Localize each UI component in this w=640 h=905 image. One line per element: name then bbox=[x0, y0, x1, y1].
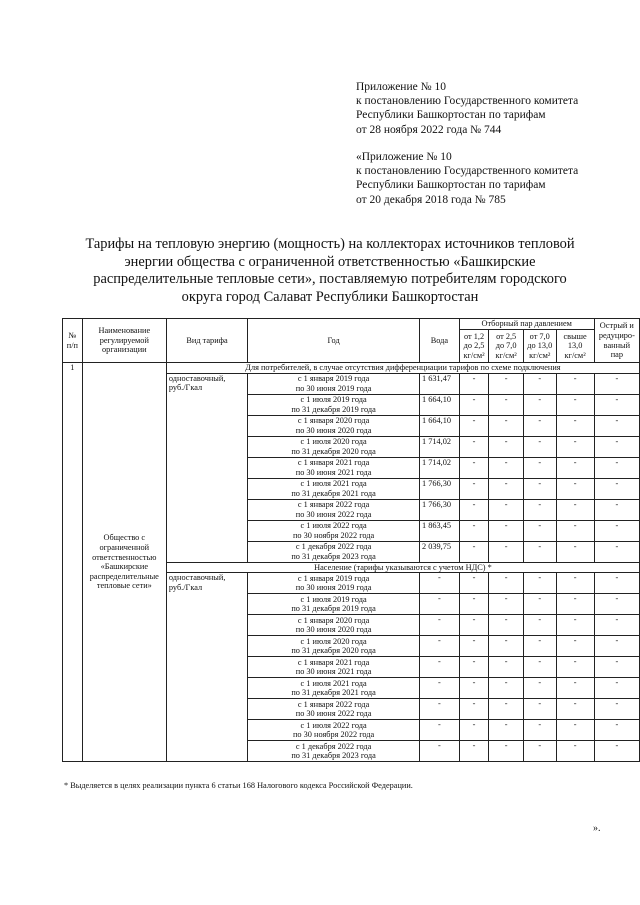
period-cell bbox=[248, 636, 420, 657]
dash-cell: - bbox=[523, 720, 556, 741]
period-from: с 1 декабря 2022 года bbox=[295, 741, 372, 751]
period-to: по 30 ноября 2022 года bbox=[292, 530, 375, 540]
dash-cell: - bbox=[523, 394, 556, 415]
dash-cell: - bbox=[523, 657, 556, 678]
water-value: 1 664,10 bbox=[419, 415, 459, 436]
dash-cell: - bbox=[459, 699, 489, 720]
header-steam-group: Отборный пар давлением bbox=[459, 319, 594, 330]
dash-cell: - bbox=[459, 720, 489, 741]
water-value: - bbox=[419, 573, 459, 594]
water-value: - bbox=[419, 636, 459, 657]
dash-cell: - bbox=[489, 720, 524, 741]
dash-cell: - bbox=[489, 594, 524, 615]
water-value: - bbox=[419, 615, 459, 636]
dash-cell: - bbox=[523, 541, 556, 562]
header-p4: свыше 13,0 кг/см² bbox=[556, 330, 594, 363]
dash-cell: - bbox=[556, 699, 594, 720]
dash-cell: - bbox=[594, 573, 639, 594]
tariff-table bbox=[62, 318, 640, 762]
dash-cell: - bbox=[459, 636, 489, 657]
dash-cell: - bbox=[459, 573, 489, 594]
appendix-line: Республики Башкортостан по тарифам bbox=[356, 179, 546, 192]
period-from: с 1 января 2020 года bbox=[297, 615, 370, 625]
dash-cell: - bbox=[556, 636, 594, 657]
header-p2: от 2,5 до 7,0 кг/см² bbox=[489, 330, 524, 363]
period-to: по 30 июня 2021 года bbox=[295, 667, 372, 677]
dash-cell: - bbox=[489, 436, 524, 457]
tariff-label-line: руб./Гкал bbox=[168, 582, 203, 592]
dash-cell: - bbox=[594, 699, 639, 720]
org-line: ограниченной bbox=[99, 542, 150, 552]
water-value: - bbox=[419, 741, 459, 762]
dash-cell: - bbox=[523, 636, 556, 657]
period-to: по 31 декабря 2020 года bbox=[291, 446, 376, 456]
closing-quote: ». bbox=[593, 823, 601, 834]
dash-cell: - bbox=[459, 415, 489, 436]
header-tariff-type: Вид тарифа bbox=[166, 319, 247, 363]
period-from: с 1 июля 2019 года bbox=[300, 395, 367, 404]
dash-cell: - bbox=[556, 499, 594, 520]
dash-cell: - bbox=[594, 615, 639, 636]
header-water: Вода bbox=[419, 319, 459, 363]
tariff-type bbox=[166, 373, 247, 562]
table-body bbox=[63, 363, 640, 762]
title-line: распределительные тепловые сети», поставляемую потребителям городского bbox=[93, 271, 567, 288]
dash-cell: - bbox=[594, 499, 639, 520]
appendix-line: от 28 ноября 2022 года № 744 bbox=[356, 123, 502, 136]
water-value: - bbox=[419, 657, 459, 678]
period-to: по 31 декабря 2020 года bbox=[291, 646, 376, 656]
period-cell bbox=[248, 594, 420, 615]
dash-cell: - bbox=[459, 373, 489, 394]
dash-cell: - bbox=[489, 678, 524, 699]
dash-cell: - bbox=[556, 478, 594, 499]
dash-cell: - bbox=[594, 636, 639, 657]
dash-cell: - bbox=[489, 415, 524, 436]
water-value: - bbox=[419, 699, 459, 720]
dash-cell: - bbox=[523, 520, 556, 541]
dash-cell: - bbox=[523, 415, 556, 436]
water-value: 1 631,47 bbox=[419, 373, 459, 394]
appendix-line: от 20 декабря 2018 года № 785 bbox=[356, 193, 506, 206]
period-from: с 1 декабря 2022 года bbox=[295, 542, 372, 551]
dash-cell: - bbox=[556, 615, 594, 636]
footnote: * Выделяется в целях реализации пункта 6 статьи 168 Налогового кодекса Российской Федерации. bbox=[64, 781, 413, 790]
dash-cell: - bbox=[489, 520, 524, 541]
header-org: Наименование регулируемой организации bbox=[82, 319, 166, 363]
period-to: по 30 июня 2022 года bbox=[295, 509, 372, 519]
period-cell bbox=[248, 457, 420, 478]
dash-cell: - bbox=[594, 541, 639, 562]
org-line: тепловые сети» bbox=[96, 581, 152, 591]
appendix-line: «Приложение № 10 bbox=[356, 151, 452, 163]
dash-cell: - bbox=[523, 373, 556, 394]
dash-cell: - bbox=[459, 541, 489, 562]
dash-cell: - bbox=[523, 436, 556, 457]
period-cell bbox=[248, 741, 420, 762]
dash-cell: - bbox=[556, 657, 594, 678]
row-number: 1 bbox=[63, 363, 83, 762]
period-to: по 31 декабря 2019 года bbox=[291, 604, 376, 614]
period-from: с 1 января 2022 года bbox=[297, 699, 370, 709]
dash-cell: - bbox=[594, 394, 639, 415]
tariff-label-line: одноставочный, bbox=[168, 573, 226, 583]
dash-cell: - bbox=[556, 541, 594, 562]
period-to: по 30 июня 2021 года bbox=[295, 467, 372, 477]
dash-cell: - bbox=[556, 678, 594, 699]
org-line: ответственностью bbox=[92, 552, 157, 562]
period-from: с 1 января 2022 года bbox=[297, 500, 370, 509]
period-from: с 1 июля 2021 года bbox=[300, 678, 367, 688]
dash-cell: - bbox=[489, 541, 524, 562]
dash-cell: - bbox=[523, 615, 556, 636]
document-title bbox=[60, 236, 600, 306]
dash-cell: - bbox=[459, 657, 489, 678]
period-cell bbox=[248, 573, 420, 594]
dash-cell: - bbox=[594, 436, 639, 457]
dash-cell: - bbox=[556, 573, 594, 594]
dash-cell: - bbox=[459, 394, 489, 415]
dash-cell: - bbox=[594, 415, 639, 436]
period-from: с 1 января 2019 года bbox=[297, 573, 370, 583]
water-value: 1 863,45 bbox=[419, 520, 459, 541]
dash-cell: - bbox=[459, 615, 489, 636]
org-line: «Башкирские bbox=[100, 562, 149, 572]
period-from: с 1 января 2019 года bbox=[297, 374, 370, 383]
period-cell bbox=[248, 478, 420, 499]
dash-cell: - bbox=[594, 457, 639, 478]
dash-cell: - bbox=[489, 394, 524, 415]
dash-cell: - bbox=[459, 678, 489, 699]
period-cell bbox=[248, 373, 420, 394]
period-cell bbox=[248, 520, 420, 541]
period-from: с 1 июля 2022 года bbox=[300, 720, 367, 730]
period-from: с 1 января 2021 года bbox=[297, 458, 370, 467]
period-cell bbox=[248, 415, 420, 436]
period-from: с 1 июля 2022 года bbox=[300, 521, 367, 530]
period-to: по 31 декабря 2023 года bbox=[291, 751, 376, 761]
dash-cell: - bbox=[489, 457, 524, 478]
dash-cell: - bbox=[523, 457, 556, 478]
period-cell bbox=[248, 678, 420, 699]
dash-cell: - bbox=[594, 594, 639, 615]
appendix-line: к постановлению Государственного комитета bbox=[356, 165, 579, 178]
period-cell bbox=[248, 657, 420, 678]
dash-cell: - bbox=[523, 741, 556, 762]
dash-cell: - bbox=[489, 699, 524, 720]
appendix-line: к постановлению Государственного комитета bbox=[356, 95, 579, 108]
dash-cell: - bbox=[523, 699, 556, 720]
header-p3: от 7,0 до 13,0 кг/см² bbox=[523, 330, 556, 363]
dash-cell: - bbox=[556, 594, 594, 615]
dash-cell: - bbox=[489, 573, 524, 594]
period-to: по 31 декабря 2023 года bbox=[291, 551, 376, 561]
dash-cell: - bbox=[523, 573, 556, 594]
appendix-line: Республики Башкортостан по тарифам bbox=[356, 109, 546, 122]
header-p1: от 1,2 до 2,5 кг/см² bbox=[459, 330, 489, 363]
dash-cell: - bbox=[489, 478, 524, 499]
dash-cell: - bbox=[594, 478, 639, 499]
org-line: Общество с bbox=[103, 533, 146, 543]
tariff-type bbox=[166, 573, 247, 762]
period-cell bbox=[248, 499, 420, 520]
period-cell bbox=[248, 615, 420, 636]
dash-cell: - bbox=[594, 520, 639, 541]
dash-cell: - bbox=[556, 720, 594, 741]
period-to: по 31 декабря 2021 года bbox=[291, 688, 376, 698]
dash-cell: - bbox=[459, 478, 489, 499]
period-from: с 1 января 2020 года bbox=[297, 416, 370, 425]
tariff-label-line: руб./Гкал bbox=[168, 383, 203, 393]
tariff-label-line: одноставочный, bbox=[168, 373, 226, 383]
dash-cell: - bbox=[556, 394, 594, 415]
dash-cell: - bbox=[459, 520, 489, 541]
dash-cell: - bbox=[556, 373, 594, 394]
header-sharp-steam: Острый и редуциро- ванный пар bbox=[594, 319, 639, 363]
dash-cell: - bbox=[489, 615, 524, 636]
period-cell bbox=[248, 436, 420, 457]
dash-cell: - bbox=[459, 436, 489, 457]
dash-cell: - bbox=[594, 373, 639, 394]
water-value: 1 664,10 bbox=[419, 394, 459, 415]
period-from: с 1 июля 2019 года bbox=[300, 594, 367, 604]
dash-cell: - bbox=[594, 678, 639, 699]
dash-cell: - bbox=[594, 657, 639, 678]
dash-cell: - bbox=[489, 657, 524, 678]
period-from: с 1 января 2021 года bbox=[297, 657, 370, 667]
org-name bbox=[82, 363, 166, 762]
period-cell bbox=[248, 699, 420, 720]
org-line: распределительные bbox=[89, 571, 159, 581]
appendix-current bbox=[356, 80, 626, 137]
water-value: - bbox=[419, 720, 459, 741]
dash-cell: - bbox=[489, 499, 524, 520]
dash-cell: - bbox=[556, 520, 594, 541]
header-year: Год bbox=[248, 319, 420, 363]
dash-cell: - bbox=[556, 415, 594, 436]
water-value: 1 714,02 bbox=[419, 436, 459, 457]
water-value: - bbox=[419, 594, 459, 615]
appendix-line: Приложение № 10 bbox=[356, 81, 446, 93]
dash-cell: - bbox=[523, 594, 556, 615]
period-to: по 30 июня 2019 года bbox=[295, 383, 372, 393]
period-from: с 1 июля 2020 года bbox=[300, 636, 367, 646]
dash-cell: - bbox=[459, 457, 489, 478]
period-to: по 31 декабря 2019 года bbox=[291, 404, 376, 414]
dash-cell: - bbox=[459, 741, 489, 762]
period-to: по 31 декабря 2021 года bbox=[291, 488, 376, 498]
period-to: по 30 июня 2019 года bbox=[295, 583, 372, 593]
period-cell bbox=[248, 720, 420, 741]
dash-cell: - bbox=[556, 436, 594, 457]
dash-cell: - bbox=[459, 594, 489, 615]
dash-cell: - bbox=[459, 499, 489, 520]
water-value: 1 766,30 bbox=[419, 499, 459, 520]
period-to: по 30 июня 2020 года bbox=[295, 625, 372, 635]
period-to: по 30 июня 2022 года bbox=[295, 709, 372, 719]
water-value: - bbox=[419, 678, 459, 699]
dash-cell: - bbox=[594, 741, 639, 762]
period-from: с 1 июля 2020 года bbox=[300, 437, 367, 446]
period-cell bbox=[248, 394, 420, 415]
dash-cell: - bbox=[489, 373, 524, 394]
section-title: Население (тарифы указываются с учетом НДС) * bbox=[166, 562, 639, 573]
water-value: 1 766,30 bbox=[419, 478, 459, 499]
period-to: по 30 ноября 2022 года bbox=[292, 730, 375, 740]
title-line: округа город Салават Республики Башкортостан bbox=[181, 288, 479, 305]
dash-cell: - bbox=[489, 741, 524, 762]
title-line: энергии общества с ограниченной ответственностью «Башкирские bbox=[124, 253, 536, 270]
title-line: Тарифы на тепловую энергию (мощность) на коллекторах источников тепловой bbox=[85, 236, 575, 252]
dash-cell: - bbox=[489, 636, 524, 657]
dash-cell: - bbox=[556, 741, 594, 762]
dash-cell: - bbox=[594, 720, 639, 741]
period-cell bbox=[248, 541, 420, 562]
section-row bbox=[63, 363, 640, 374]
dash-cell: - bbox=[523, 678, 556, 699]
dash-cell: - bbox=[556, 457, 594, 478]
header-num: № п/п bbox=[63, 319, 83, 363]
dash-cell: - bbox=[523, 478, 556, 499]
water-value: 1 714,02 bbox=[419, 457, 459, 478]
period-to: по 30 июня 2020 года bbox=[295, 425, 372, 435]
appendix-previous bbox=[356, 150, 626, 207]
period-from: с 1 июля 2021 года bbox=[300, 479, 367, 488]
dash-cell: - bbox=[523, 499, 556, 520]
section-title: Для потребителей, в случае отсутствия дифференциации тарифов по схеме подключения bbox=[166, 363, 639, 374]
water-value: 2 039,75 bbox=[419, 541, 459, 562]
